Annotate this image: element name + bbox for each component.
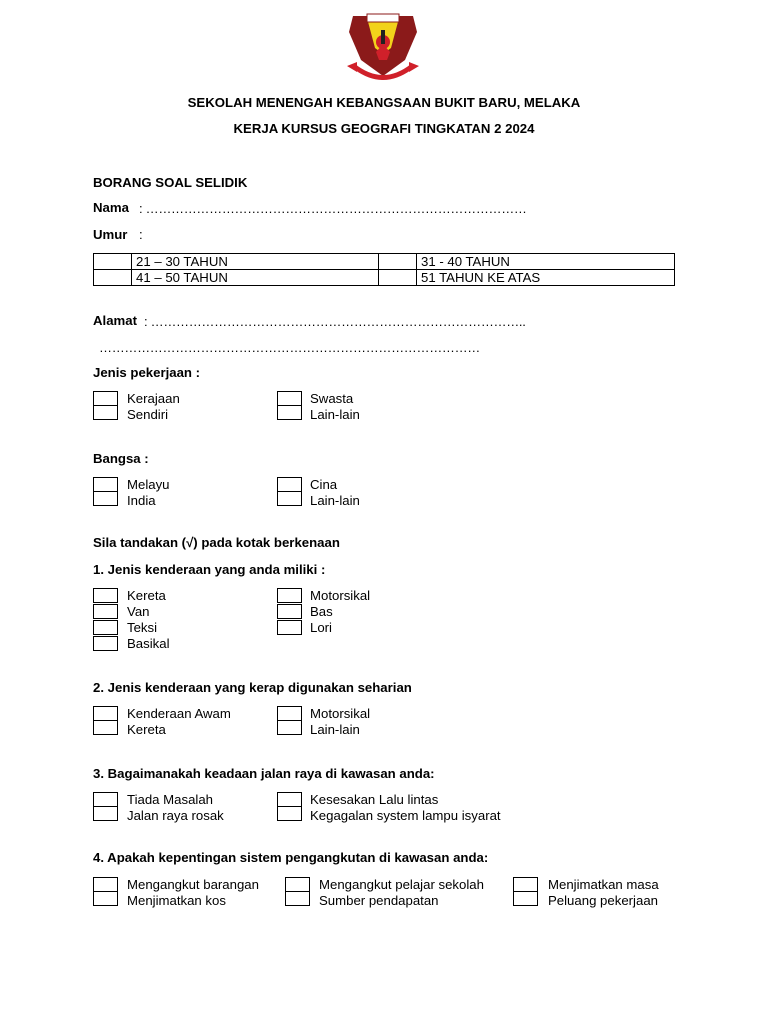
job-checkbox-group-left xyxy=(93,391,118,420)
q4-option-label: Menjimatkan masa xyxy=(548,877,659,892)
q1-option-label: Motorsikal xyxy=(310,588,371,603)
race-option-label: Cina xyxy=(310,477,338,492)
age-label: Umur xyxy=(93,227,128,242)
job-option-label: Swasta xyxy=(310,391,354,406)
age-option-label: 51 TAHUN KE ATAS xyxy=(417,270,675,286)
q4-option-label: Mengangkut pelajar sekolah xyxy=(319,877,484,892)
job-checkbox-swasta[interactable] xyxy=(277,391,302,406)
q1-option-label: Kereta xyxy=(127,588,166,603)
q1-checkbox-van[interactable] xyxy=(93,604,118,619)
coursework-subtitle: KERJA KURSUS GEOGRAFI TINGKATAN 2 2024 xyxy=(233,121,535,136)
q2-checkbox-lain-lain[interactable] xyxy=(277,720,302,735)
q2-checkbox-kenderaan-awam[interactable] xyxy=(93,706,118,721)
q4-checkbox-group-3 xyxy=(513,877,538,906)
race-checkbox-lain-lain[interactable] xyxy=(277,491,302,506)
q3-checkbox-group-left xyxy=(93,792,118,821)
age-colon: : xyxy=(139,227,143,242)
q4-checkbox-peluang-pekerjaan[interactable] xyxy=(513,891,538,906)
job-checkbox-sendiri[interactable] xyxy=(93,405,118,420)
form-title: BORANG SOAL SELIDIK xyxy=(93,175,248,190)
job-option-label: Kerajaan xyxy=(127,391,180,406)
table-row xyxy=(94,270,675,286)
q1-checkbox-motorsikal[interactable] xyxy=(277,588,302,603)
q2-checkbox-group-right xyxy=(277,706,302,735)
age-option-label: 41 – 50 TAHUN xyxy=(132,270,379,286)
q2-option-label: Kenderaan Awam xyxy=(127,706,231,721)
race-checkbox-india[interactable] xyxy=(93,491,118,506)
q1-option-label: Basikal xyxy=(127,636,170,651)
race-option-label: Lain-lain xyxy=(310,493,360,508)
q4-option-label: Menjimatkan kos xyxy=(127,893,226,908)
age-table xyxy=(93,253,675,286)
job-checkbox-kerajaan[interactable] xyxy=(93,391,118,406)
q1-checkbox-basikal[interactable] xyxy=(93,636,118,651)
q3-option-label: Kesesakan Lalu lintas xyxy=(310,792,439,807)
age-checkbox-21-30[interactable] xyxy=(94,254,132,270)
q3-checkbox-kesesakan[interactable] xyxy=(277,792,302,807)
q4-checkbox-menjimatkan-masa[interactable] xyxy=(513,877,538,892)
race-checkbox-group-left xyxy=(93,477,118,506)
question-1-label: 1. Jenis kenderaan yang anda miliki : xyxy=(93,562,326,577)
q3-option-label: Jalan raya rosak xyxy=(127,808,224,823)
q2-option-label: Lain-lain xyxy=(310,722,360,737)
q4-checkbox-menjimatkan-kos[interactable] xyxy=(93,891,118,906)
age-option-label: 21 – 30 TAHUN xyxy=(132,254,379,270)
school-name-heading: SEKOLAH MENENGAH KEBANGSAAN BUKIT BARU, MELAKA xyxy=(187,95,581,110)
race-label: Bangsa : xyxy=(93,451,149,466)
age-option-label: 31 - 40 TAHUN xyxy=(417,254,675,270)
race-checkbox-melayu[interactable] xyxy=(93,477,118,492)
race-option-label: India xyxy=(127,493,156,508)
q1-checkbox-teksi[interactable] xyxy=(93,620,118,635)
q4-checkbox-group-1 xyxy=(93,877,118,906)
q2-option-label: Kereta xyxy=(127,722,166,737)
q3-checkbox-jalan-rosak[interactable] xyxy=(93,806,118,821)
address-field-line-1[interactable]: : …………………………………………………………………………….. xyxy=(144,314,526,329)
q2-checkbox-group-left xyxy=(93,706,118,735)
race-checkbox-group-right xyxy=(277,477,302,506)
table-row xyxy=(94,254,675,270)
race-checkbox-cina[interactable] xyxy=(277,477,302,492)
job-option-label: Sendiri xyxy=(127,407,169,422)
q4-checkbox-mengangkut-pelajar[interactable] xyxy=(285,877,310,892)
q3-checkbox-group-right xyxy=(277,792,302,821)
q1-option-label: Van xyxy=(127,604,150,619)
race-option-label: Melayu xyxy=(127,477,170,492)
q1-checkbox-kereta[interactable] xyxy=(93,588,118,603)
q1-option-label: Bas xyxy=(310,604,333,619)
job-checkbox-lain-lain[interactable] xyxy=(277,405,302,420)
q1-checkbox-group-right xyxy=(277,588,302,635)
q1-checkbox-lori[interactable] xyxy=(277,620,302,635)
job-label: Jenis pekerjaan : xyxy=(93,365,201,380)
address-label: Alamat xyxy=(93,313,137,328)
q2-checkbox-kereta[interactable] xyxy=(93,720,118,735)
school-crest-logo xyxy=(345,8,421,86)
q4-option-label: Peluang pekerjaan xyxy=(548,893,658,908)
q1-option-label: Teksi xyxy=(127,620,158,635)
q2-checkbox-motorsikal[interactable] xyxy=(277,706,302,721)
q3-option-label: Tiada Masalah xyxy=(127,792,214,807)
job-option-label: Lain-lain xyxy=(310,407,360,422)
age-checkbox-41-50[interactable] xyxy=(94,270,132,286)
q4-checkbox-group-2 xyxy=(285,877,310,906)
instruction-text: Sila tandakan (√) pada kotak berkenaan xyxy=(93,535,340,550)
age-checkbox-31-40[interactable] xyxy=(379,254,417,270)
q3-checkbox-kegagalan-lampu[interactable] xyxy=(277,806,302,821)
age-checkbox-51-plus[interactable] xyxy=(379,270,417,286)
question-2-label: 2. Jenis kenderaan yang kerap digunakan seharian xyxy=(93,680,412,695)
q4-option-label: Sumber pendapatan xyxy=(319,893,439,908)
question-4-label: 4. Apakah kepentingan sistem pengangkutan di kawasan anda: xyxy=(93,850,489,865)
name-field[interactable]: : ……………………………………………………………………………… xyxy=(139,201,527,216)
address-field-line-2[interactable]: ……………………………………………………………………………… xyxy=(99,340,481,355)
name-label: Nama xyxy=(93,200,129,215)
q3-option-label: Kegagalan system lampu isyarat xyxy=(310,808,501,823)
q4-checkbox-mengangkut-barangan[interactable] xyxy=(93,877,118,892)
q3-checkbox-tiada-masalah[interactable] xyxy=(93,792,118,807)
q4-checkbox-sumber-pendapatan[interactable] xyxy=(285,891,310,906)
q4-option-label: Mengangkut barangan xyxy=(127,877,259,892)
q1-option-label: Lori xyxy=(310,620,332,635)
job-checkbox-group-right xyxy=(277,391,302,420)
question-3-label: 3. Bagaimanakah keadaan jalan raya di kawasan anda: xyxy=(93,766,435,781)
q1-checkbox-bas[interactable] xyxy=(277,604,302,619)
q1-checkbox-group-left xyxy=(93,588,118,651)
q2-option-label: Motorsikal xyxy=(310,706,371,721)
